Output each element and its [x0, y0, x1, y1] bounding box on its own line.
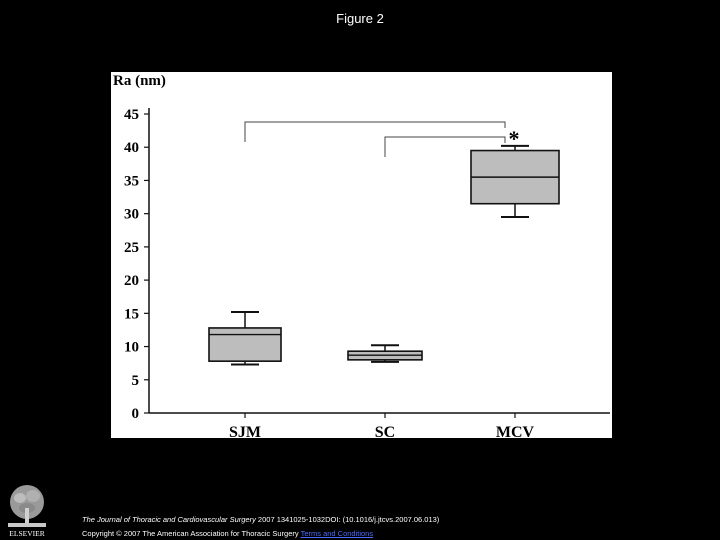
y-tick-label: 30	[124, 206, 139, 223]
y-tick-label: 0	[131, 406, 139, 422]
y-tick-label: 40	[124, 140, 139, 157]
y-tick-label: 15	[124, 306, 139, 323]
box-plot-chart	[111, 72, 612, 438]
y-tick-label: 35	[124, 173, 139, 190]
significance-brackets	[245, 122, 505, 157]
copyright-line	[82, 529, 373, 538]
y-tick-label: 20	[124, 273, 139, 290]
y-tick-label: 10	[124, 339, 139, 356]
axis-labels	[113, 73, 535, 438]
citation-text: 2007 1341025-1032DOI: (10.1016/j.jtcvs.2007.06.013)	[255, 515, 440, 524]
y-tick-label: 45	[124, 107, 139, 123]
citation-line	[82, 515, 439, 524]
box-series	[209, 146, 559, 365]
slide-title: Figure 2	[336, 11, 384, 26]
journal-name: The Journal of Thoracic and Cardiovascular Surgery	[82, 515, 256, 524]
elsevier-logo-text: ELSEVIER	[9, 529, 45, 538]
x-tick-label: MCV	[495, 424, 535, 438]
figure-panel	[111, 72, 612, 438]
significance-bracket	[245, 122, 505, 142]
y-axis-label: Ra (nm)	[113, 73, 166, 89]
y-tick-label: 5	[131, 372, 139, 389]
x-tick-label: SC	[374, 424, 396, 438]
box-sjm	[209, 328, 281, 361]
elsevier-logo-icon	[6, 478, 48, 538]
copyright-text: Copyright © 2007 The American Association for Thoracic Surgery	[82, 529, 301, 538]
terms-link[interactable]: Terms and Conditions	[300, 529, 374, 538]
significance-marker: *	[508, 126, 520, 151]
x-tick-label: SJM	[229, 424, 261, 438]
y-tick-label: 25	[124, 239, 139, 256]
